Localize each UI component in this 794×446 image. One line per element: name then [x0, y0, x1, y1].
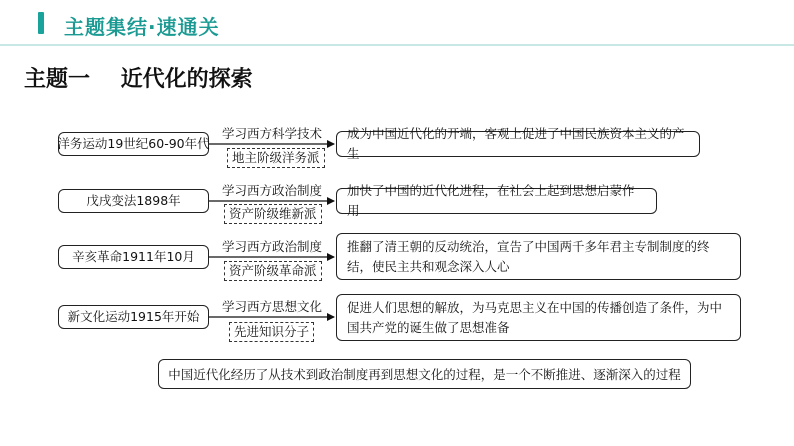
learn-label-4: 学习西方思想文化	[222, 299, 323, 314]
significance-text-4: 促进人们思想的解放，为马克思主义在中国的传播创造了条件，为中国共产党的诞生做了思想准备	[347, 299, 723, 335]
theme-title: 主题一 近代化的探索	[24, 67, 253, 92]
learn-label-3: 学习西方政治制度	[222, 239, 323, 254]
class-label-1: 地主阶级洋务派	[227, 148, 325, 168]
event-label-3: 辛亥革命1911年10月	[72, 249, 195, 264]
class-label-3: 资产阶级革命派	[224, 261, 322, 281]
significance-text-3: 推翻了清王朝的反动统治，宣告了中国两千多年君主专制制度的终结，使民主共和观念深入人心	[347, 238, 710, 274]
summary-box	[158, 359, 691, 389]
significance-text-2: 加快了中国的近代化进程，在社会上起到思想启蒙作用	[347, 183, 635, 218]
learn-label-1: 学习西方科学技术	[222, 126, 323, 141]
summary-text: 中国近代化经历了从技术到政治制度再到思想文化的过程，是一个不断推进、逐渐深入的过程	[168, 367, 681, 382]
event-label-1: 洋务运动19世纪60-90年代	[57, 136, 210, 151]
header-title: 主题集结·速通关	[64, 15, 220, 39]
class-label-2: 资产阶级维新派	[224, 204, 322, 224]
learn-label-2: 学习西方政治制度	[222, 183, 323, 198]
significance-text-1: 成为中国近代化的开端，客观上促进了中国民族资本主义的产生	[347, 126, 685, 161]
event-label-4: 新文化运动1915年开始	[67, 309, 200, 324]
class-label-4: 先进知识分子	[229, 322, 314, 342]
event-label-2: 戊戌变法1898年	[86, 193, 181, 208]
